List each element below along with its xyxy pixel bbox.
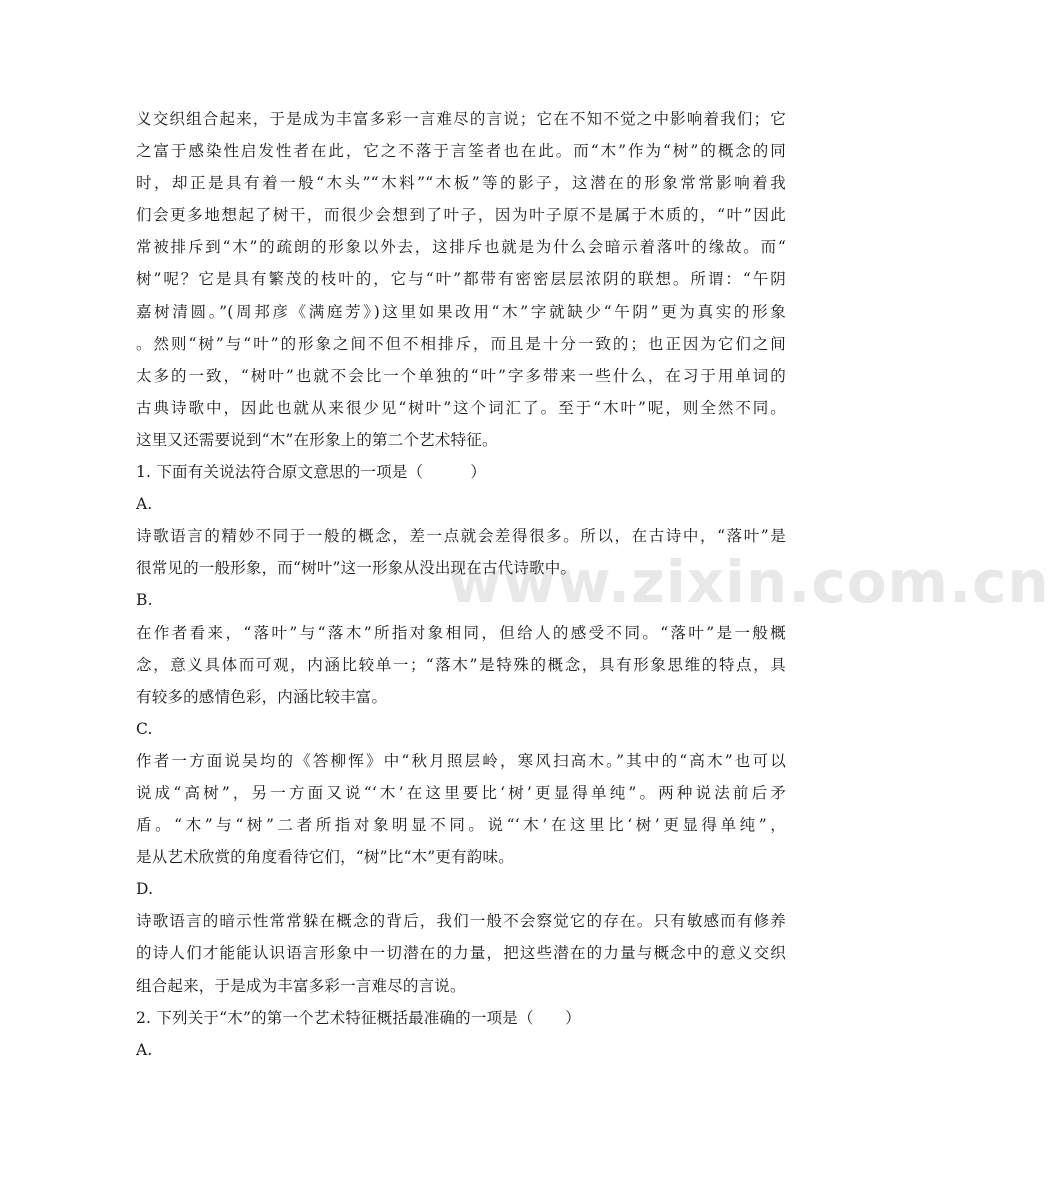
option-b-text: 念，意义具体而可观，内涵比较单一；“落木”是特殊的概念，具有形象思维的特点，具 — [136, 655, 786, 674]
option-b-text: 在作者看来，“落叶”与“落木”所指对象相同，但给人的感受不同。“落叶”是一般概 — [136, 623, 786, 642]
text-line: 嘉树清圆。”(周邦彦《满庭芳》)这里如果改用“木”字就缺少“午阴”更为真实的形象 — [136, 302, 786, 321]
question-2-stem: 2. 下列关于“木”的第一个艺术特征概括最准确的一项是（ ） — [136, 1008, 581, 1027]
option-label-a: A. — [136, 495, 153, 514]
text-line: 。然则“树”与“叶”的形象之间不但不相排斥，而且是十分一致的；也正因为它们之间 — [136, 334, 786, 353]
text-line: 常被排斥到“木”的疏朗的形象以外去，这排斥也就是为什么会暗示着落叶的缘故。而“ — [136, 238, 786, 257]
text-line: 之富于感染性启发性者在此，它之不落于言筌者也在此。而“木”作为“树”的概念的同 — [136, 142, 786, 161]
document-body — [136, 103, 786, 1066]
option-a-text: 诗歌语言的精妙不同于一般的概念，差一点就会差得很多。所以，在古诗中，“落叶”是 — [136, 527, 786, 546]
text-line: 们会更多地想起了树干，而很少会想到了叶子，因为叶子原不是属于木质的，“叶”因此 — [136, 206, 786, 225]
option-label-c: C. — [136, 719, 153, 738]
text-line: 古典诗歌中，因此也就从来很少见“树叶”这个词汇了。至于“木叶”呢，则全然不同。 — [136, 398, 786, 417]
text-line: 这里又还需要说到“木”在形象上的第二个艺术特征。 — [136, 430, 498, 449]
option-label-a: A. — [136, 1040, 153, 1059]
text-line: 义交织组合起来，于是成为丰富多彩一言难尽的言说；它在不知不觉之中影响着我们；它 — [136, 110, 786, 128]
option-label-b: B. — [136, 591, 153, 610]
option-c-text: 是从艺术欣赏的角度看待它们，“树”比“木”更有韵味。 — [136, 848, 514, 867]
option-b-text: 有较多的感情色彩，内涵比较丰富。 — [136, 687, 388, 706]
option-d-text: 组合起来，于是成为丰富多彩一言难尽的言说。 — [136, 976, 466, 995]
option-a-text: 很常见的一般形象，而“树叶”这一形象从没出现在古代诗歌中。 — [136, 559, 577, 578]
text-line: 太多的一致，“树叶”也就不会比一个单独的“叶”字多带来一些什么，在习于用单词的 — [136, 366, 786, 385]
option-c-text: 作者一方面说吴均的《答柳恽》中“秋月照层岭，寒风扫高木。”其中的“高木”也可以 — [136, 751, 786, 770]
text-line: 时，却正是具有着一般“木头”“木料”“木板”等的影子，这潜在的形象常常影响着我 — [136, 174, 786, 193]
option-c-text: 说成“高树”，另一方面又说“‘木’在这里要比‘树’更显得单纯”。两种说法前后矛 — [136, 783, 786, 802]
question-1-stem: 1. 下面有关说法符合原文意思的一项是（ ） — [136, 463, 487, 482]
option-d-text: 的诗人们才能能认识语言形象中一切潜在的力量，把这些潜在的力量与概念中的意义交织 — [136, 944, 786, 963]
text-line: 树”呢？它是具有繁茂的枝叶的，它与“叶”都带有密密层层浓阴的联想。所谓：“午阴 — [136, 270, 786, 289]
watermark: www.zixin.com.cn — [448, 548, 1050, 616]
option-label-d: D. — [136, 880, 154, 899]
option-d-text: 诗歌语言的暗示性常常躲在概念的背后，我们一般不会察觉它的存在。只有敏感而有修养 — [136, 912, 786, 931]
option-c-text: 盾。“木”与“树”二者所指对象明显不同。说“‘木’在这里比‘树’更显得单纯”， — [136, 816, 786, 835]
